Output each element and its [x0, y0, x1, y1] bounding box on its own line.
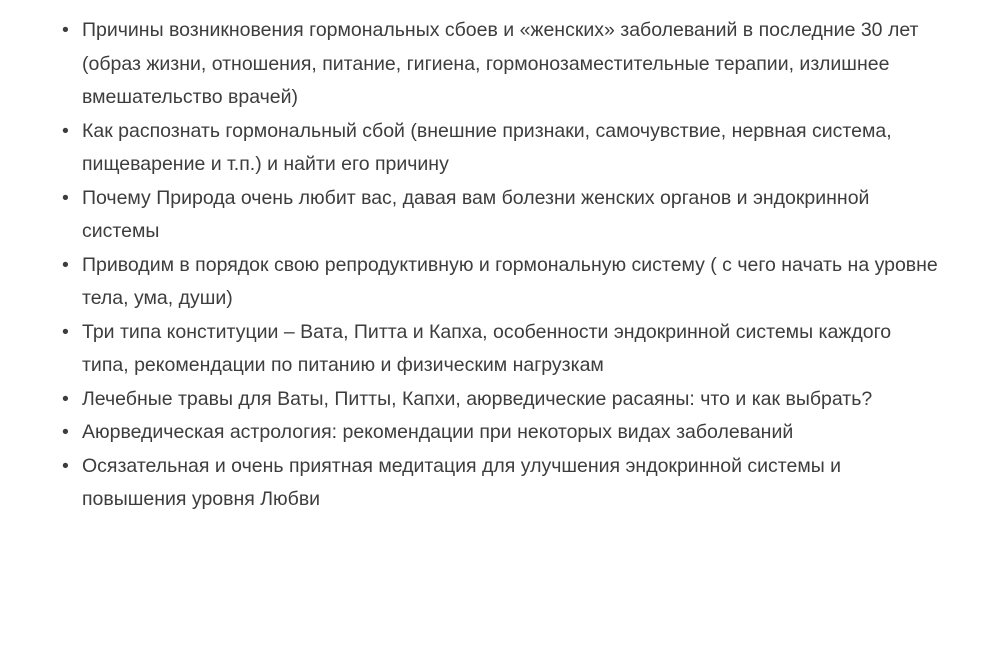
list-item [40, 249, 941, 316]
bullet-icon: • [62, 186, 69, 209]
list-item-text: Причины возникновения гормональных сбоев и «женских» заболеваний в последние 30 лет (образ жизни, отношения, питание, гигиена, гормонозаместительные терапии, излишнее вмешательство врачей) [82, 19, 919, 108]
bullet-icon: • [62, 454, 69, 477]
list-item-text: Аюрведическая астрология: рекомендации при некоторых видах заболеваний [82, 421, 794, 443]
list-item [40, 383, 941, 417]
bullet-icon: • [62, 253, 69, 276]
bullet-icon: • [62, 320, 69, 343]
list-item-text: Приводим в порядок свою репродуктивную и гормональную систему ( с чего начать на уровне тела, ума, души) [82, 253, 938, 309]
bullet-icon: • [62, 421, 69, 443]
list-item [40, 14, 941, 115]
list-item-text: Осязательная и очень приятная медитация для улучшения эндокринной системы и повышения уровня Любви [82, 454, 842, 510]
list-item [40, 115, 941, 182]
list-item [40, 416, 941, 450]
list-item [40, 182, 941, 249]
list-item [40, 316, 941, 383]
bullet-icon: • [62, 387, 69, 410]
bullet-icon: • [62, 119, 69, 142]
list-item-text: Три типа конституции – Вата, Питта и Капха, особенности эндокринной системы каждого типа, рекомендации по питанию и физическим нагрузкам [82, 320, 892, 376]
list-item-text: Лечебные травы для Ваты, Питты, Капхи, аюрведические расаяны: что и как выбрать? [82, 387, 873, 410]
list-item [40, 450, 941, 517]
list-item-text: Почему Природа очень любит вас, давая вам болезни женских органов и эндокринной системы [82, 186, 870, 242]
bullet-icon: • [62, 19, 69, 41]
list-item-text: Как распознать гормональный сбой (внешние признаки, самочувствие, нервная система, пищеварение и т.п.) и найти его причину [82, 119, 892, 175]
topics-list [40, 14, 941, 517]
